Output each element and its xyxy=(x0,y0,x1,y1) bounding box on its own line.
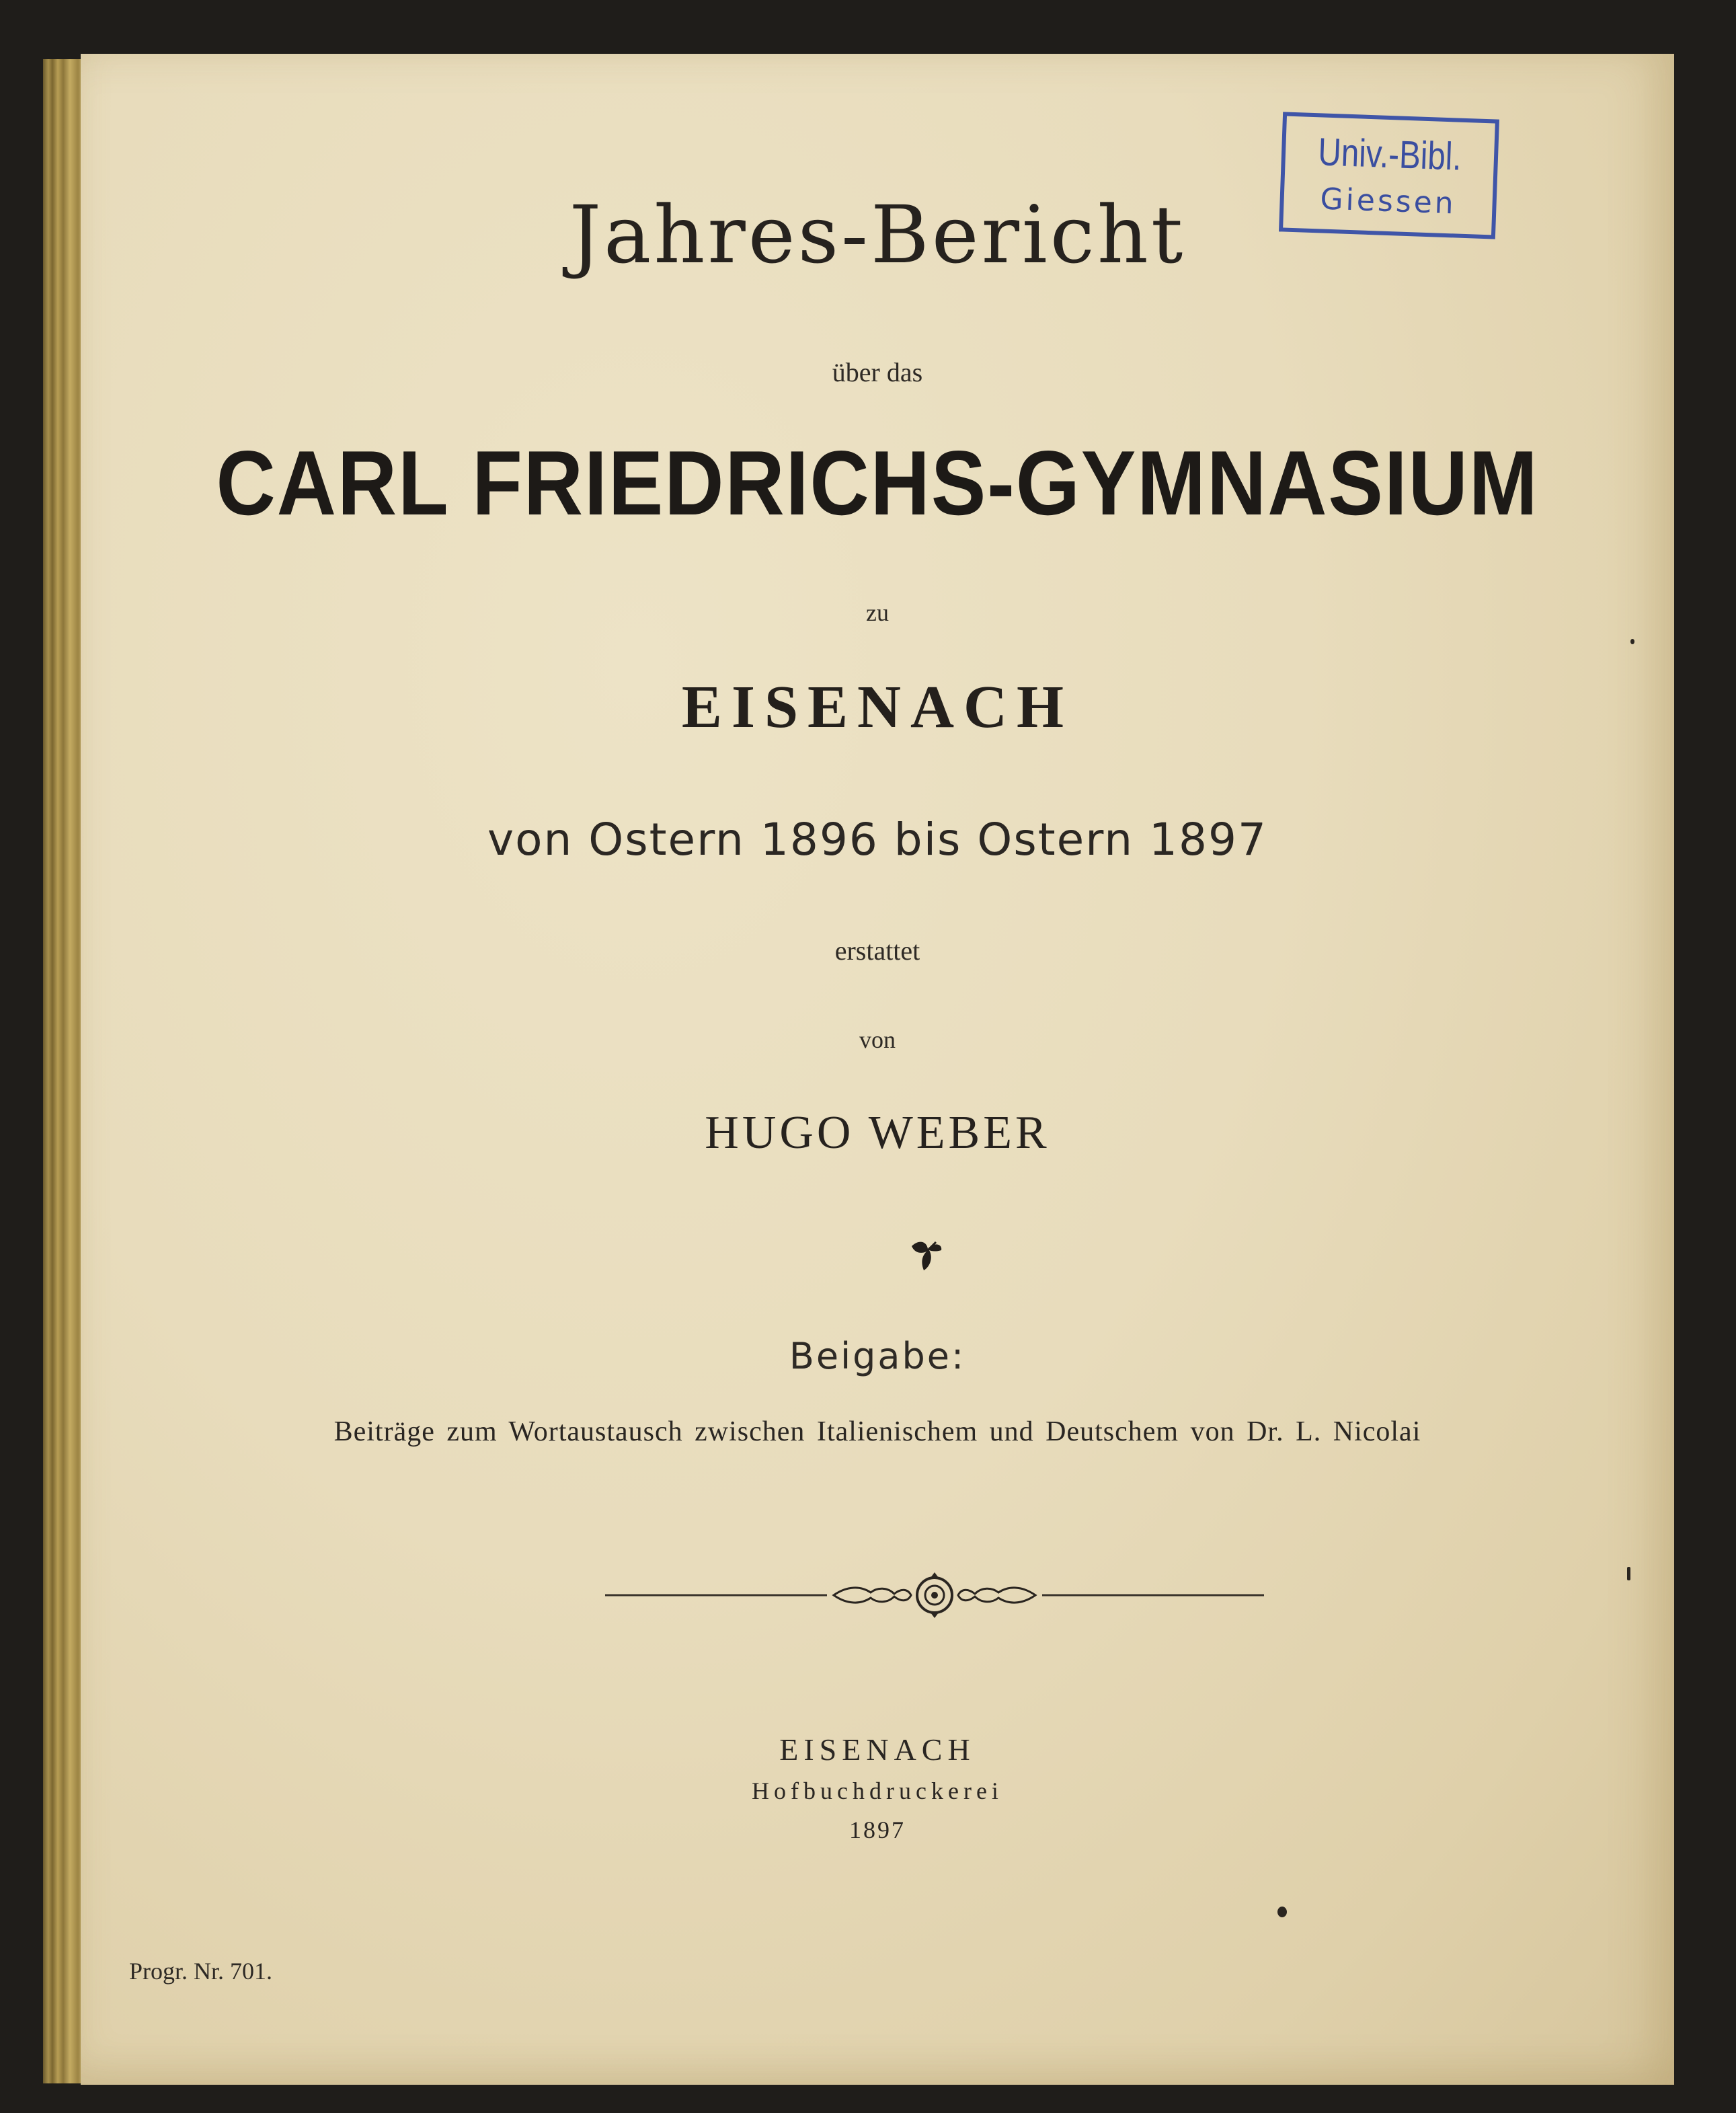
city-name: EISENACH xyxy=(681,674,1074,740)
program-number: Progr. Nr. 701. xyxy=(129,1958,273,1985)
stamp-line-1: Univ.-Bibl. xyxy=(1317,130,1462,179)
ink-speck xyxy=(1277,1907,1287,1917)
title-page xyxy=(81,54,1674,2085)
line-uber-das: über das xyxy=(832,357,923,387)
publication-year: 1897 xyxy=(849,1816,906,1843)
library-stamp xyxy=(1279,112,1499,239)
author-name: HUGO WEBER xyxy=(705,1107,1050,1159)
ink-speck xyxy=(1630,639,1634,644)
line-erstattet: erstattet xyxy=(834,935,920,966)
leaf-ornament-icon xyxy=(906,1234,947,1274)
school-name: CARL FRIEDRICHS-GYMNASIUM xyxy=(216,432,1539,534)
report-period: von Ostern 1896 bis Ostern 1897 xyxy=(487,814,1267,866)
supplement-heading: Beigabe: xyxy=(789,1335,966,1377)
publisher-name: Hofbuchdruckerei xyxy=(752,1777,1003,1804)
publisher-city: EISENACH xyxy=(779,1732,976,1767)
supplement-text: Beiträge zum Wortaustausch zwischen Italienischem und Deutschem von Dr. L. Nicolai xyxy=(333,1416,1421,1447)
line-von: von xyxy=(859,1026,896,1053)
ink-speck xyxy=(1627,1567,1630,1580)
scroll-divider-icon xyxy=(605,1567,1264,1621)
stamp-line-2: Giessen xyxy=(1319,182,1457,221)
line-zu: zu xyxy=(866,599,889,626)
report-title: Jahres-Bericht xyxy=(569,188,1186,281)
